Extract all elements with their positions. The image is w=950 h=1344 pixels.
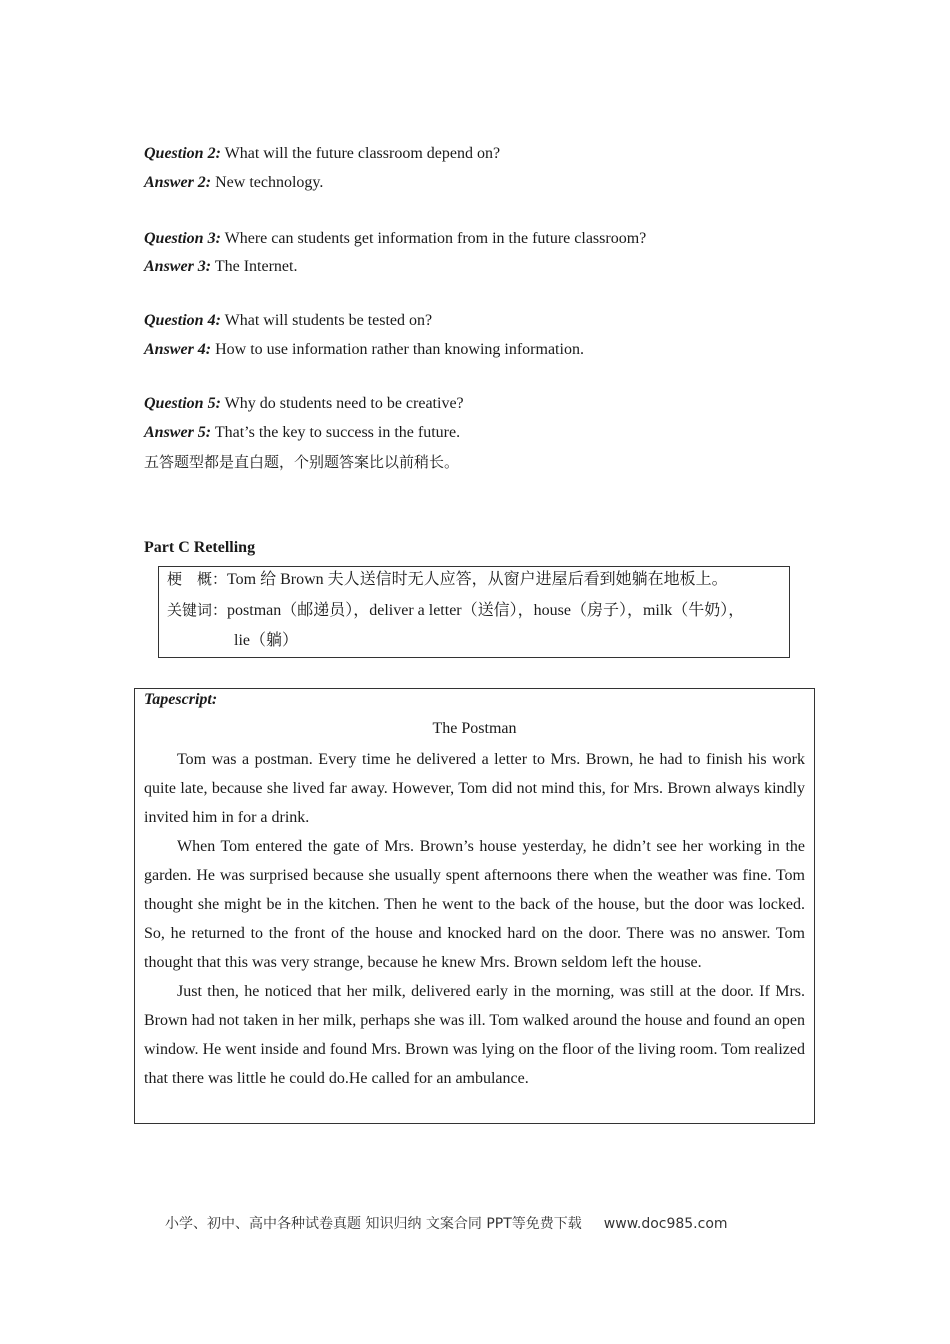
keywords-label: 关键词：: [167, 601, 228, 619]
answer-5: Answer 5: That’s the key to success in the future.: [144, 424, 461, 441]
qa-note: 五答题型都是直白题，个别题答案比以前稍长。: [144, 453, 460, 471]
tapescript-title: The Postman: [432, 720, 517, 737]
answer-2: Answer 2: New technology.: [144, 174, 324, 191]
summary-box: [158, 566, 790, 658]
tapescript-paragraph: When Tom entered the gate of Mrs. Brown’s house yesterday, he didn’t see her working in the garden. He was surprised because she usually spent afternoons there when the weather was fine. Tom thought she might be in the kitchen. Then he went to the back of the house, but the door was locked. So, he returned to the front of the house and knocked hard on the door. There was no answer. Tom thought that this was very strange, because he knew Mrs. Brown seldom left the house.: [144, 838, 805, 971]
answer-4: Answer 4: How to use information rather than knowing information.: [144, 341, 584, 358]
tapescript-paragraph: Tom was a postman. Every time he delivered a letter to Mrs. Brown, he had to finish his work quite late, because she lived far away. However, Tom did not mind this, for Mrs. Brown always kindly invited him in for a drink.: [144, 751, 805, 826]
tapescript-label: Tapescript:: [144, 691, 218, 708]
summary-label: 梗 概：: [167, 570, 228, 588]
section-heading: Part C Retelling: [144, 539, 256, 556]
tapescript-body: [144, 745, 805, 1093]
summary-row: [167, 569, 728, 590]
tapescript-paragraph: Just then, he noticed that her milk, delivered early in the morning, was still at the door. If Mrs. Brown had not taken in her milk, perhaps she was ill. Tom walked around the house and found an open window. He went inside and found Mrs. Brown was lying on the floor of the living room. Tom realized that there was little he could do.He called for an ambulance.: [144, 983, 805, 1087]
keywords-row: [167, 600, 744, 621]
question-5: Question 5: Why do students need to be creative?: [144, 395, 464, 412]
footer-text: 小学、初中、高中各种试卷真题 知识归纳 文案合同 PPT等免费下载: [165, 1216, 582, 1232]
tapescript-box: [134, 688, 815, 1124]
keywords-line-2: lie（躺）: [234, 632, 298, 649]
answer-3: Answer 3: The Internet.: [144, 258, 298, 275]
summary-text: Tom 给 Brown 夫人送信时无人应答，从窗户进屋后看到她躺在地板上。: [227, 571, 728, 588]
question-3: Question 3: Where can students get information from in the future classroom?: [144, 230, 647, 247]
keywords-line-1: postman（邮递员），deliver a letter（送信），house（房子），milk（牛奶），: [227, 602, 745, 619]
question-2: Question 2: What will the future classroom depend on?: [144, 145, 501, 162]
footer-url: www.doc985.com: [603, 1216, 728, 1232]
question-4: Question 4: What will students be tested on?: [144, 312, 433, 329]
page-footer: [165, 1213, 728, 1233]
